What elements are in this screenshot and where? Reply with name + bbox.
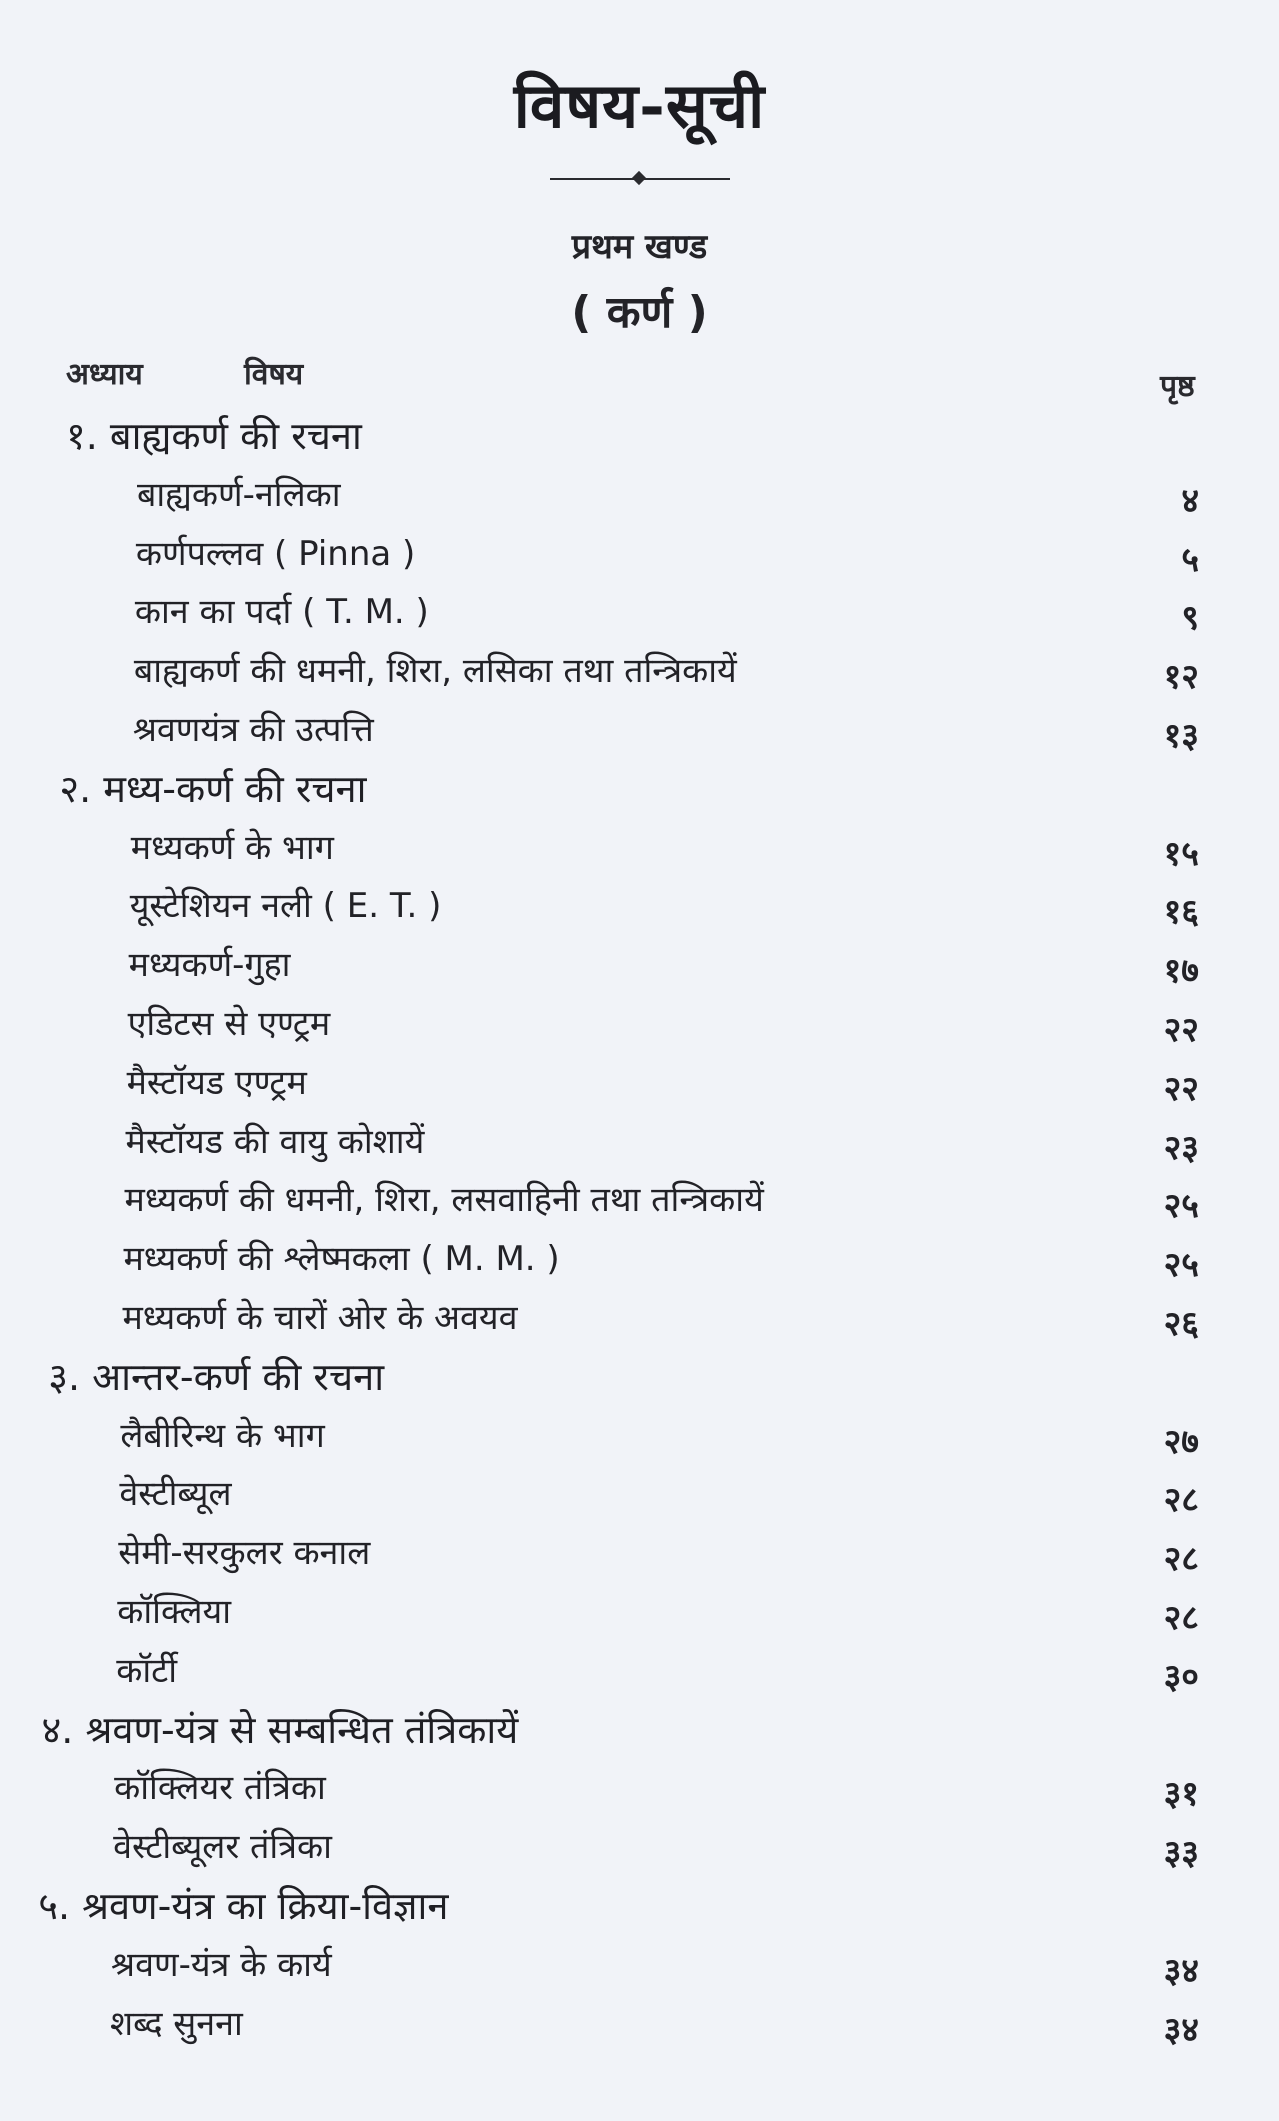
toc-entry: मध्यकर्ण की श्लेष्मकला ( M. M. ) — [123, 1239, 560, 1280]
toc-entry: कर्णपल्लव ( Pinna ) — [135, 533, 416, 574]
toc-page-number: ३४ — [1163, 1950, 1199, 1991]
toc-entry: लैबीरिन्थ के भाग — [120, 1415, 325, 1456]
toc-entry: मध्यकर्ण के भाग — [130, 827, 334, 868]
toc-entry: एडिटस से एण्ट्रम — [127, 1004, 331, 1044]
header-topic: विषय — [244, 357, 304, 392]
toc-entry: यूस्टेशियन नली ( E. T. ) — [129, 886, 442, 927]
toc-page-number: ३१ — [1163, 1774, 1199, 1815]
toc-page-number: २२ — [1163, 1010, 1199, 1050]
toc-entry: मैस्टॉयड एण्ट्रम — [126, 1062, 307, 1103]
toc-page-number: १६ — [1163, 892, 1199, 933]
header-page: पृष्ठ — [1160, 369, 1195, 404]
header-chapter: अध्याय — [66, 357, 143, 392]
toc-page-number: २८ — [1163, 1598, 1199, 1638]
toc-page-number: २८ — [1163, 1480, 1199, 1521]
divider-ornament — [632, 171, 646, 185]
toc-page-number: २८ — [1163, 1539, 1199, 1580]
toc-page-number: ३३ — [1163, 1833, 1199, 1874]
toc-entry: मध्यकर्ण की धमनी, शिरा, लसवाहिनी तथा तन्त्रिकायें — [124, 1180, 764, 1221]
toc-page-number: ९ — [1181, 598, 1199, 639]
page-title: विषय-सूची — [513, 69, 766, 142]
toc-entry: कॉर्टी — [116, 1650, 178, 1691]
toc-entry: मध्यकर्ण के चारों ओर के अवयव — [122, 1298, 518, 1338]
toc-entry: बाह्यकर्ण की धमनी, शिरा, लसिका तथा तन्त्रिकायें — [133, 651, 737, 692]
toc-chapter: २. मध्य-कर्ण की रचना — [59, 766, 367, 811]
toc-entry: श्रवण-यंत्र के कार्य — [111, 1944, 332, 1985]
toc-chapter: ५. श्रवण-यंत्र का क्रिया-विज्ञान — [38, 1884, 449, 1928]
toc-entry: बाह्यकर्ण-नलिका — [136, 474, 341, 515]
section-subtitle: ( कर्ण ) — [571, 287, 708, 338]
toc-entry: मैस्टॉयड की वायु कोशायें — [125, 1121, 425, 1162]
toc-page-number: ३४ — [1163, 2009, 1199, 2050]
toc-page-number: २५ — [1163, 1245, 1199, 1286]
toc-page-number: २३ — [1163, 1127, 1199, 1168]
toc-page-number: २६ — [1163, 1304, 1199, 1344]
section-title: प्रथम खण्ड — [571, 227, 708, 267]
toc-page-number: १२ — [1163, 657, 1199, 698]
toc-entry: सेमी-सरकुलर कनाल — [118, 1533, 371, 1574]
toc-page-number: ३० — [1163, 1656, 1199, 1697]
toc-entry: कान का पर्दा ( T. M. ) — [134, 592, 429, 633]
toc-entry: मध्यकर्ण-गुहा — [128, 945, 291, 986]
toc-entry: कॉक्लियर तंत्रिका — [114, 1768, 326, 1809]
toc-page-number: १७ — [1163, 951, 1199, 992]
toc-entry: श्रवणयंत्र की उत्पत्ति — [132, 710, 374, 750]
toc-entry: वेस्टीब्यूल — [119, 1474, 232, 1515]
toc-entry: कॉक्लिया — [117, 1592, 232, 1632]
toc-chapter: ३. आन्तर-कर्ण की रचना — [48, 1354, 385, 1399]
toc-page-number: २२ — [1163, 1068, 1199, 1109]
toc-page-number: २७ — [1163, 1421, 1199, 1462]
toc-page-number: २५ — [1163, 1186, 1199, 1227]
toc-entry: वेस्टीब्यूलर तंत्रिका — [113, 1827, 332, 1868]
toc-chapter: १. बाह्यकर्ण की रचना — [66, 414, 362, 458]
toc-entry: शब्द सुनना — [110, 2003, 243, 2044]
toc-page-number: ४ — [1181, 480, 1199, 521]
toc-page-number: १३ — [1163, 716, 1199, 756]
toc-page-number: १५ — [1163, 833, 1199, 874]
toc-chapter: ४. श्रवण-यंत्र से सम्बन्धित तंत्रिकायें — [41, 1707, 519, 1752]
toc-page-number: ५ — [1181, 539, 1199, 580]
